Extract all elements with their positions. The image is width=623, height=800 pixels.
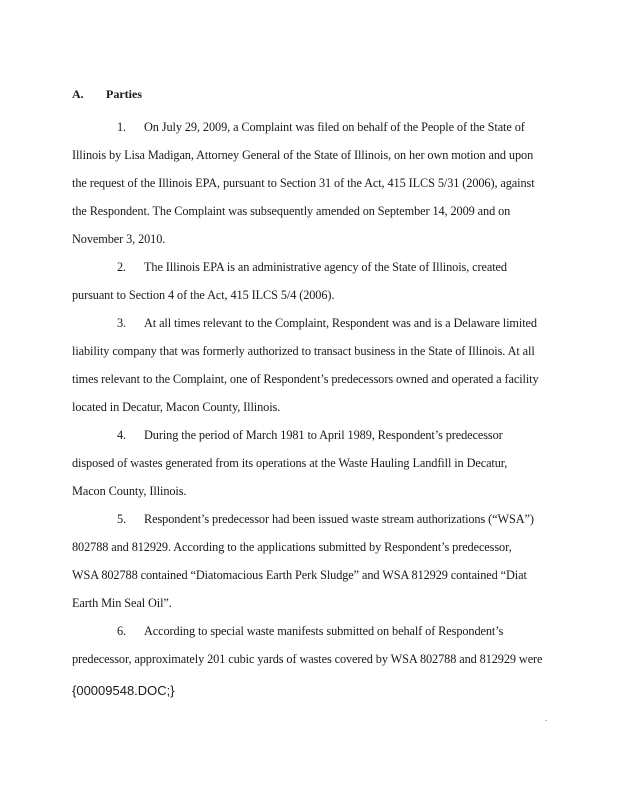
paragraph-1-line-4: the Respondent. The Complaint was subsequently amended on September 14, 2009 and on <box>72 204 511 218</box>
paragraph-number: 6. <box>117 624 127 638</box>
paragraph-1-line-5: November 3, 2010. <box>72 232 166 246</box>
paragraph-number: 4. <box>117 428 127 442</box>
paragraph-2-line-1: 2. The Illinois EPA is an administrative agency of the State of Illinois, created <box>117 260 507 274</box>
document-id-footer: {00009548.DOC;} <box>72 683 175 698</box>
paragraph-number: 1. <box>117 120 127 134</box>
paragraph-4-line-3: Macon County, Illinois. <box>72 484 187 498</box>
paragraph-3-line-2: liability company that was formerly authorized to transact business in the State of Illinois. At all <box>72 344 535 358</box>
paragraph-4-line-1: 4. During the period of March 1981 to April 1989, Respondent’s predecessor <box>117 428 503 442</box>
scan-speck: . <box>545 714 547 723</box>
paragraph-4-line-2: disposed of wastes generated from its operations at the Waste Hauling Landfill in Decatur, <box>72 456 508 470</box>
paragraph-3-line-4: located in Decatur, Macon County, Illinois. <box>72 400 281 414</box>
paragraph-6-line-2: predecessor, approximately 201 cubic yards of wastes covered by WSA 802788 and 812929 were <box>72 652 543 666</box>
paragraph-number: 2. <box>117 260 127 274</box>
section-number: A. <box>72 87 84 101</box>
paragraph-5-line-4: Earth Min Seal Oil”. <box>72 596 172 610</box>
paragraph-3-line-1: 3. At all times relevant to the Complaint, Respondent was and is a Delaware limited <box>117 316 537 330</box>
paragraph-2-line-2: pursuant to Section 4 of the Act, 415 ILCS 5/4 (2006). <box>72 288 335 302</box>
paragraph-1-line-3: the request of the Illinois EPA, pursuant to Section 31 of the Act, 415 ILCS 5/31 (2006), against <box>72 176 535 190</box>
paragraph-3-line-3: times relevant to the Complaint, one of Respondent’s predecessors owned and operated a facility <box>72 372 539 386</box>
paragraph-number: 3. <box>117 316 127 330</box>
paragraph-5-line-1: 5. Respondent’s predecessor had been issued waste stream authorizations (“WSA”) <box>117 512 534 526</box>
paragraph-1-line-2: Illinois by Lisa Madigan, Attorney General of the State of Illinois, on her own motion and upon <box>72 148 534 162</box>
section-heading <box>72 87 142 102</box>
paragraph-6-line-1: 6. According to special waste manifests submitted on behalf of Respondent’s <box>117 624 504 638</box>
paragraph-5-line-2: 802788 and 812929. According to the applications submitted by Respondent’s predecessor, <box>72 540 512 554</box>
paragraph-5-line-3: WSA 802788 contained “Diatomacious Earth Perk Sludge” and WSA 812929 contained “Diat <box>72 568 527 582</box>
paragraph-1-line-1: 1. On July 29, 2009, a Complaint was filed on behalf of the People of the State of <box>117 120 525 134</box>
paragraph-number: 5. <box>117 512 127 526</box>
section-title: Parties <box>106 87 142 101</box>
